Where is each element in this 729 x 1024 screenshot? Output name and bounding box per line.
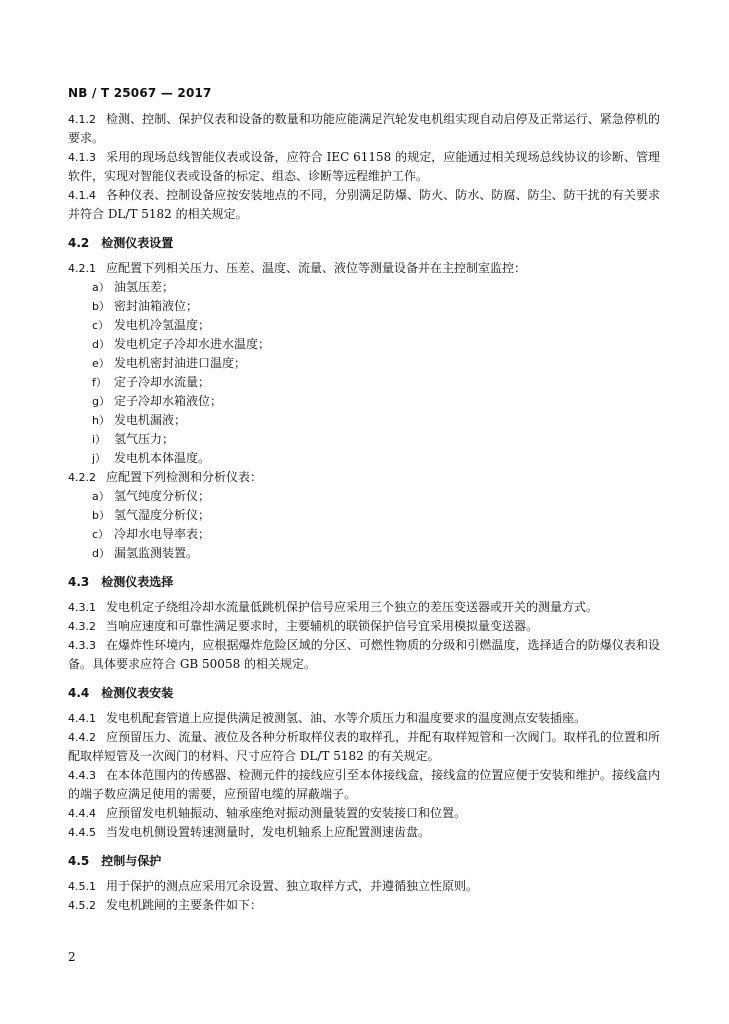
clause-number: 4.3.1: [68, 601, 96, 614]
section-number: 4.3: [68, 575, 90, 589]
clause-number: 4.1.3: [68, 151, 96, 164]
clause-4-1-3: [68, 148, 660, 186]
clause-text: 应配置下列检测和分析仪表：: [106, 470, 263, 484]
clause-4-2-1: [68, 259, 660, 278]
list-item: [92, 525, 660, 544]
section-heading-4-4: [68, 684, 660, 703]
clause-4-2-2: [68, 468, 660, 487]
clause-text: 应配置下列相关压力、压差、温度、流量、液位等测量设备并在主控制室监控：: [106, 261, 527, 275]
list-marker: e）: [92, 357, 110, 370]
list-item-text: 发电机本体温度。: [114, 451, 211, 465]
clause-4-3-3: [68, 636, 660, 674]
clause-text: 应预留发电机轴振动、轴承座绝对振动测量装置的安装接口和位置。: [106, 806, 467, 820]
clause-4-1-4: [68, 186, 660, 224]
clause-text: 用于保护的测点应采用冗余设置、独立取样方式，并遵循独立性原则。: [106, 879, 479, 893]
section-heading-4-2: [68, 234, 660, 253]
clause-4-5-1: [68, 877, 660, 896]
section-number: 4.2: [68, 236, 90, 250]
clause-text: 检测、控制、保护仪表和设备的数量和功能应能满足汽轮发电机组实现自动启停及正常运行、紧急停机的要求。: [68, 112, 660, 145]
section-heading-4-3: [68, 573, 660, 592]
section-number: 4.4: [68, 686, 90, 700]
clause-number: 4.4.5: [68, 826, 96, 839]
list-marker: b）: [92, 509, 110, 522]
clause-text: 发电机定子绕组冷却水流量低跳机保护信号应采用三个独立的差压变送器或开关的测量方式。: [106, 600, 599, 614]
list-item-text: 发电机定子冷却水进水温度；: [114, 337, 271, 351]
clause-text: 当响应速度和可靠性满足要求时，主要辅机的联锁保护信号宜采用模拟量变送器。: [106, 619, 539, 633]
clause-number: 4.4.3: [68, 769, 96, 782]
list-item-text: 定子冷却水箱液位；: [114, 394, 223, 408]
section-title: 检测仪表设置: [101, 236, 174, 250]
list-marker: b）: [92, 300, 110, 313]
section-title: 检测仪表选择: [101, 575, 174, 589]
list-item: [92, 278, 660, 297]
clause-4-4-3: [68, 766, 660, 804]
clause-text: 各种仪表、控制设备应按安装地点的不同，分别满足防爆、防火、防水、防腐、防尘、防干扰的有关要求并符合 DL/T 5182 的相关规定。: [68, 188, 660, 221]
clause-number: 4.4.4: [68, 807, 96, 820]
clause-number: 4.5.1: [68, 880, 96, 893]
clause-text: 当发电机侧设置转速测量时，发电机轴系上应配置测速齿盘。: [106, 825, 431, 839]
section-title: 检测仪表安装: [101, 686, 174, 700]
clause-4-4-1: [68, 709, 660, 728]
clause-4-5-2: [68, 896, 660, 915]
clause-4-3-2: [68, 617, 660, 636]
clause-4-4-2: [68, 728, 660, 766]
list-item: [92, 411, 660, 430]
list-item: [92, 449, 660, 468]
list-item-text: 油氢压差；: [114, 280, 175, 294]
standard-code-header: NB / T 25067 — 2017: [68, 86, 212, 100]
list-marker: a）: [92, 281, 110, 294]
clause-number: 4.2.1: [68, 262, 96, 275]
list-item-text: 定子冷却水流量；: [114, 375, 211, 389]
list-4-2-1: [68, 278, 660, 468]
clause-number: 4.2.2: [68, 471, 96, 484]
page-content: [68, 110, 660, 915]
section-heading-4-5: [68, 852, 660, 871]
section-title: 控制与保护: [101, 854, 162, 868]
list-item-text: 发电机漏液；: [114, 413, 187, 427]
clause-text: 在本体范围内的传感器、检测元件的接线应引至本体接线盒，接线盒的位置应便于安装和维护。接线盒内的端子数应满足使用的需要，应预留电缆的屏蔽端子。: [68, 768, 660, 801]
section-number: 4.5: [68, 854, 90, 868]
list-marker: a）: [92, 490, 110, 503]
clause-4-4-4: [68, 804, 660, 823]
clause-4-1-2: [68, 110, 660, 148]
list-item: [92, 297, 660, 316]
list-marker: c）: [92, 319, 110, 332]
list-item-text: 漏氢监测装置。: [114, 546, 199, 560]
list-item: [92, 506, 660, 525]
page-number: 2: [68, 950, 76, 964]
clause-text: 发电机跳闸的主要条件如下：: [106, 898, 263, 912]
clause-text: 在爆炸性环境内，应根据爆炸危险区域的分区、可燃性物质的分级和引燃温度，选择适合的防爆仪表和设备。具体要求应符合 GB 50058 的相关规定。: [68, 638, 660, 671]
list-item-text: 氢气湿度分析仪；: [114, 508, 211, 522]
clause-4-3-1: [68, 598, 660, 617]
list-marker: c）: [92, 528, 110, 541]
list-item: [92, 430, 660, 449]
list-item-text: 氢气纯度分析仪；: [114, 489, 211, 503]
list-marker: j）: [92, 452, 107, 465]
list-item-text: 氢气压力；: [114, 432, 175, 446]
list-item-text: 密封油箱液位；: [114, 299, 199, 313]
clause-number: 4.3.2: [68, 620, 96, 633]
list-item: [92, 335, 660, 354]
clause-text: 采用的现场总线智能仪表或设备，应符合 IEC 61158 的规定，应能通过相关现场总线协议的诊断、管理软件，实现对智能仪表或设备的标定、组态、诊断等远程维护工作。: [68, 150, 660, 183]
clause-text: 发电机配套管道上应提供满足被测氢、油、水等介质压力和温度要求的温度测点安装插座。: [106, 711, 587, 725]
list-item: [92, 316, 660, 335]
list-item-text: 发电机冷氢温度；: [114, 318, 211, 332]
clause-number: 4.5.2: [68, 899, 96, 912]
clause-number: 4.3.3: [68, 639, 96, 652]
list-marker: f）: [92, 376, 107, 389]
clause-number: 4.1.4: [68, 189, 96, 202]
clause-4-4-5: [68, 823, 660, 842]
list-item-text: 冷却水电导率表；: [114, 527, 211, 541]
list-item: [92, 354, 660, 373]
list-4-2-2: [68, 487, 660, 563]
list-item: [92, 392, 660, 411]
clause-number: 4.4.2: [68, 731, 96, 744]
list-item: [92, 487, 660, 506]
clause-number: 4.4.1: [68, 712, 96, 725]
clause-number: 4.1.2: [68, 113, 96, 126]
clause-text: 应预留压力、流量、液位及各种分析取样仪表的取样孔，并配有取样短管和一次阀门。取样孔的位置和所配取样短管及一次阀门的材料、尺寸应符合 DL/T 5182 的有关规定。: [68, 730, 660, 763]
list-item-text: 发电机密封油进口温度；: [114, 356, 247, 370]
list-marker: g）: [92, 395, 110, 408]
list-marker: i）: [92, 433, 107, 446]
list-marker: h）: [92, 414, 110, 427]
list-item: [92, 544, 660, 563]
list-marker: d）: [92, 338, 110, 351]
list-marker: d）: [92, 547, 110, 560]
list-item: [92, 373, 660, 392]
